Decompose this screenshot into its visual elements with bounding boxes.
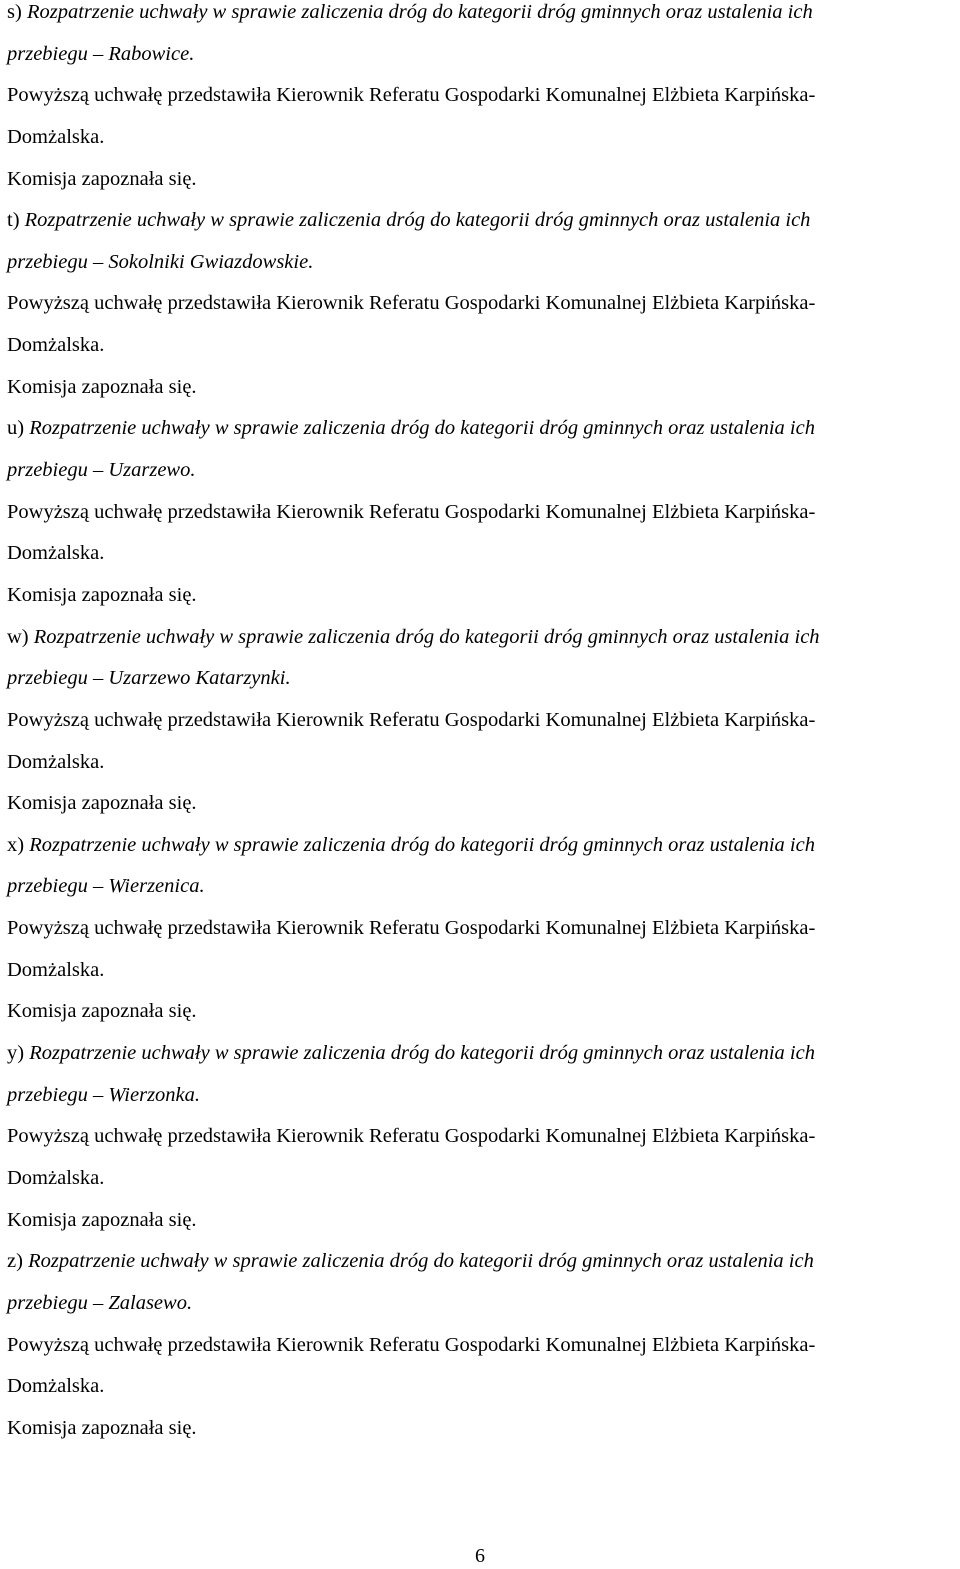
presenter-line-1: Powyższą uchwałę przedstawiła Kierownik Referatu Gospodarki Komunalnej Elżbieta Karpińska- [7, 1125, 816, 1148]
item-letter: t) [7, 209, 20, 232]
item-subtitle: przebiegu – Uzarzewo Katarzynki. [7, 667, 291, 690]
presenter-line-1: Powyższą uchwałę przedstawiła Kierownik Referatu Gospodarki Komunalnej Elżbieta Karpińska- [7, 917, 816, 940]
item-subtitle: przebiegu – Rabowice. [7, 42, 195, 65]
item-title: Rozpatrzenie uchwały w sprawie zaliczenia dróg do kategorii dróg gminnych oraz ustalenia ich [26, 1, 813, 23]
item-heading [7, 833, 957, 875]
item-subtitle: przebiegu – Zalasewo. [7, 1291, 193, 1314]
item-subtitle: przebiegu – Uzarzewo. [7, 459, 196, 482]
presenter-line-1: Powyższą uchwałę przedstawiła Kierownik Referatu Gospodarki Komunalnej Elżbieta Karpińska- [7, 500, 816, 523]
presenter-line-1: Powyższą uchwałę przedstawiła Kierownik Referatu Gospodarki Komunalnej Elżbieta Karpińska- [7, 708, 816, 731]
agenda-item-x [7, 833, 957, 1041]
commission-result: Komisja zapoznała się. [7, 792, 197, 815]
agenda-item-y [7, 1041, 957, 1249]
presenter-line-2: Domżalska. [7, 750, 105, 773]
item-title: Rozpatrzenie uchwały w sprawie zaliczenia dróg do kategorii dróg gminnych oraz ustalenia ich [29, 833, 815, 856]
commission-result: Komisja zapoznała się. [7, 1416, 197, 1439]
agenda-item-t [7, 208, 957, 416]
item-subtitle: przebiegu – Wierzenica. [7, 875, 205, 898]
commission-result: Komisja zapoznała się. [7, 1000, 197, 1023]
item-letter: w) [7, 625, 29, 648]
item-title: Rozpatrzenie uchwały w sprawie zaliczenia dróg do kategorii dróg gminnych oraz ustalenia ich [29, 1042, 815, 1065]
presenter-line-2: Domżalska. [7, 958, 105, 981]
item-letter: z) [7, 1250, 23, 1273]
commission-result: Komisja zapoznała się. [7, 583, 197, 606]
item-heading [7, 1249, 957, 1291]
commission-result: Komisja zapoznała się. [7, 375, 197, 398]
item-heading [7, 625, 957, 667]
presenter-line-1: Powyższą uchwałę przedstawiła Kierownik Referatu Gospodarki Komunalnej Elżbieta Karpińska- [7, 84, 816, 107]
item-heading [7, 416, 957, 458]
agenda-item-s [7, 0, 957, 208]
agenda-item-u [7, 416, 957, 624]
agenda-item-w [7, 625, 957, 833]
presenter-line-1: Powyższą uchwałę przedstawiła Kierownik Referatu Gospodarki Komunalnej Elżbieta Karpińska- [7, 1333, 816, 1356]
presenter-line-2: Domżalska. [7, 125, 105, 148]
item-title: Rozpatrzenie uchwały w sprawie zaliczenia dróg do kategorii dróg gminnych oraz ustalenia ich [33, 625, 820, 648]
item-title: Rozpatrzenie uchwały w sprawie zaliczenia dróg do kategorii dróg gminnych oraz ustalenia ich [24, 209, 811, 232]
item-subtitle: przebiegu – Sokolniki Gwiazdowskie. [7, 250, 314, 273]
item-title: Rozpatrzenie uchwały w sprawie zaliczenia dróg do kategorii dróg gminnych oraz ustalenia ich [28, 1250, 814, 1273]
item-letter: x) [7, 833, 25, 856]
presenter-line-2: Domżalska. [7, 1375, 105, 1398]
presenter-line-2: Domżalska. [7, 542, 105, 565]
item-title: Rozpatrzenie uchwały w sprawie zaliczenia dróg do kategorii dróg gminnych oraz ustalenia ich [29, 417, 815, 440]
item-letter: y) [7, 1042, 25, 1065]
item-letter: u) [7, 417, 25, 440]
commission-result: Komisja zapoznała się. [7, 167, 197, 190]
presenter-line-2: Domżalska. [7, 334, 105, 357]
item-letter: s) [7, 1, 22, 23]
item-heading [7, 208, 957, 250]
page-number: 6 [475, 1545, 485, 1567]
agenda-item-z [7, 1249, 957, 1457]
item-heading [7, 1041, 957, 1083]
presenter-line-1: Powyższą uchwałę przedstawiła Kierownik Referatu Gospodarki Komunalnej Elżbieta Karpińska- [7, 292, 816, 315]
item-subtitle: przebiegu – Wierzonka. [7, 1083, 201, 1106]
item-heading [7, 0, 957, 42]
document-body [7, 0, 957, 1457]
presenter-line-2: Domżalska. [7, 1166, 105, 1189]
commission-result: Komisja zapoznała się. [7, 1208, 197, 1231]
